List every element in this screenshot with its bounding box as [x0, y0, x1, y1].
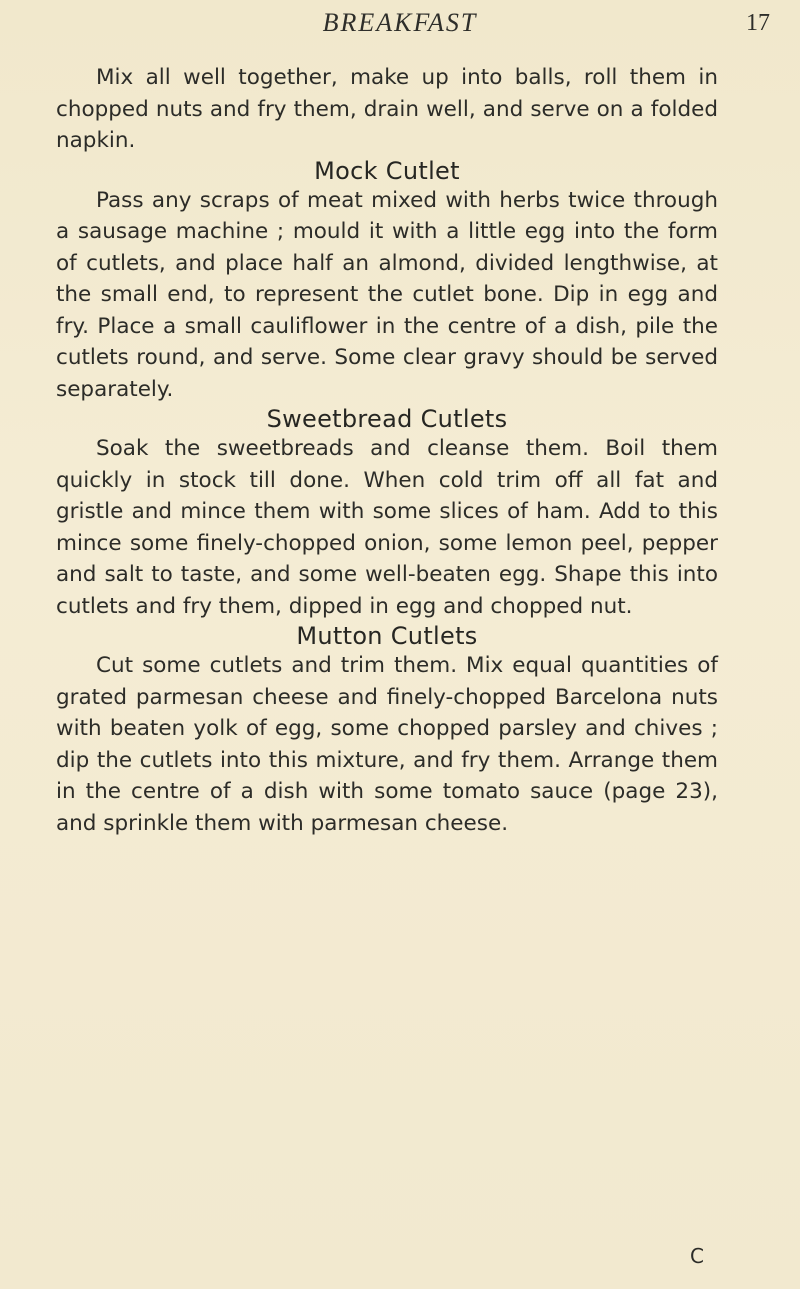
recipe-title-mock-cutlet: Mock Cutlet — [314, 156, 460, 185]
running-title: BREAKFAST — [322, 8, 478, 37]
recipe-text-mutton-cutlets: Cut some cutlets and trim them. Mix equal quantities of grated parmesan cheese and finely-chopped Barcelona nuts with beaten yolk of egg, some chopped parsley and chives ; dip the cutlets into this mixture, and fry them. Arrange them in the centre of a dish with some tomato sauce (page 23), and sprinkle them with parmesan cheese. — [56, 653, 718, 836]
signature-mark: C — [690, 1244, 704, 1268]
intro-paragraph: Mix all well together, make up into balls, roll them in chopped nuts and fry them, drain well, and serve on a folded napkin. — [56, 65, 718, 153]
recipe-text-mock-cutlet: Pass any scraps of meat mixed with herbs twice through a sausage machine ; mould it with a little egg into the form of cutlets, and place half an almond, divided lengthwise, at the small end, to represent the cutlet bone. Dip in egg and fry. Place a small cauliflower in the centre of a dish, pile the cutlets round, and serve. Some clear gravy should be served separately. — [56, 187, 718, 402]
running-head — [0, 8, 800, 48]
page-content — [56, 62, 718, 839]
page-number: 17 — [746, 10, 770, 36]
recipe-title-mutton-cutlets: Mutton Cutlets — [296, 622, 478, 650]
recipe-text-sweetbread-cutlets: Soak the sweetbreads and cleanse them. Boil them quickly in stock till done. When cold trim off all fat and gristle and mince them with some slices of ham. Add to this mince some finely-chopped onion, some lemon peel, pepper and salt to taste, and some well-beaten egg. Shape this into cutlets and fry them, dipped in egg and chopped nut. — [56, 436, 718, 619]
recipe-title-sweetbread-cutlets: Sweetbread Cutlets — [266, 405, 508, 433]
